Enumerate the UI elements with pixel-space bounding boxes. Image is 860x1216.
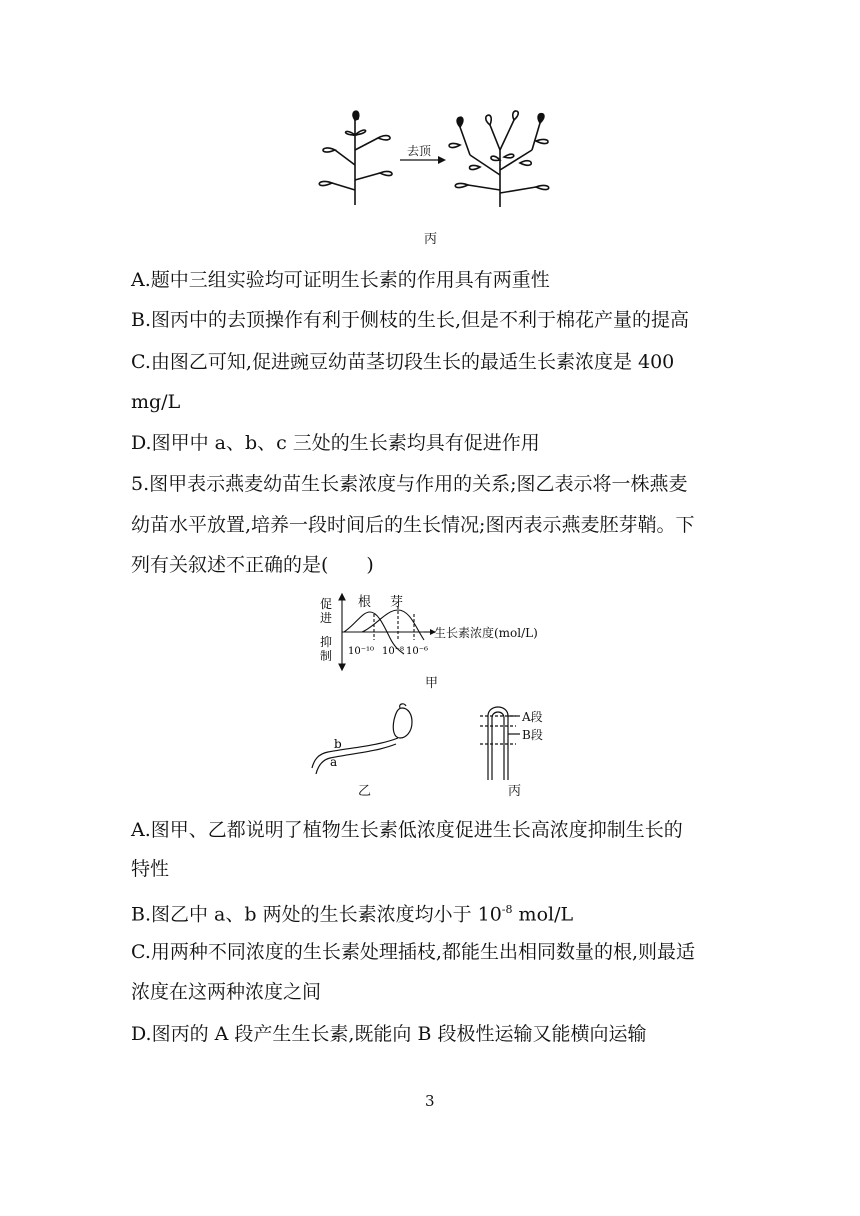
curve-label-root: 根 (358, 595, 372, 610)
q5-option-b-unit: mol/L (512, 903, 574, 926)
q4-option-b: B.图丙中的去顶操作有利于侧枝的生长,但是不利于棉花产量的提高 (131, 309, 690, 331)
plant-after-icon (449, 111, 549, 207)
horizontal-seedling-diagram (308, 702, 416, 780)
tick-label: 10⁻¹⁰ (348, 646, 375, 657)
coleoptile-diagram (476, 700, 556, 782)
q5-option-c-cont: 浓度在这两种浓度之间 (131, 981, 322, 1003)
q4-option-c-cont: mg/L (131, 391, 181, 413)
figure-caption-jia: 甲 (425, 676, 439, 691)
figure-caption-bing: 丙 (508, 784, 522, 799)
q5-option-d: D.图丙的 A 段产生生长素,既能向 B 段极性运输又能横向运输 (131, 1023, 647, 1045)
q5-stem-line3: 列有关叙述不正确的是( ) (131, 554, 374, 576)
label-b-segment: B段 (522, 728, 543, 742)
q5-option-a: A.图甲、乙都说明了植物生长素低浓度促进生长高浓度抑制生长的 (131, 819, 683, 841)
q5-option-b-exponent: -8 (501, 903, 513, 916)
plant-before-icon (319, 111, 392, 205)
figure-caption-bing-top: 丙 (424, 232, 438, 247)
q5-option-b (131, 898, 573, 926)
y-label-inhibit-1: 抑 (320, 635, 333, 649)
label-b: b (334, 737, 342, 751)
q5-option-c: C.用两种不同浓度的生长素处理插枝,都能生出相同数量的根,则最适 (131, 941, 695, 963)
label-a-segment: A段 (522, 710, 543, 724)
x-axis-label: 生长素浓度(mol/L) (434, 626, 538, 640)
q5-stem-line1: 5.图甲表示燕麦幼苗生长素浓度与作用的关系;图乙表示将一株燕麦 (131, 473, 688, 495)
y-label-promote-1: 促 (320, 597, 333, 611)
figure-caption-yi: 乙 (358, 784, 372, 799)
q4-option-c: C.由图乙可知,促进豌豆幼苗茎切段生长的最适生长素浓度是 400 (131, 351, 675, 373)
y-label-promote-2: 进 (320, 611, 333, 625)
q5-stem-line2: 幼苗水平放置,培养一段时间后的生长情况;图丙表示燕麦胚芽鞘。下 (131, 514, 695, 536)
q5-option-b-text: B.图乙中 a、b 两处的生长素浓度均小于 10 (131, 903, 502, 926)
label-a: a (330, 755, 338, 769)
q4-option-a: A.题中三组实验均可证明生长素的作用具有两重性 (131, 269, 550, 291)
topping-figure (300, 105, 560, 215)
page-number: 3 (425, 1092, 435, 1110)
q4-option-d: D.图甲中 a、b、c 三处的生长素均具有促进作用 (131, 432, 540, 454)
curve-label-bud: 芽 (390, 595, 404, 610)
y-label-inhibit-2: 制 (320, 649, 333, 663)
q5-option-a-cont: 特性 (131, 858, 170, 880)
arrow-label: 去顶 (407, 144, 432, 158)
tick-label: 10⁻⁸ (382, 646, 405, 657)
tick-label: 10⁻⁶ (406, 646, 429, 657)
